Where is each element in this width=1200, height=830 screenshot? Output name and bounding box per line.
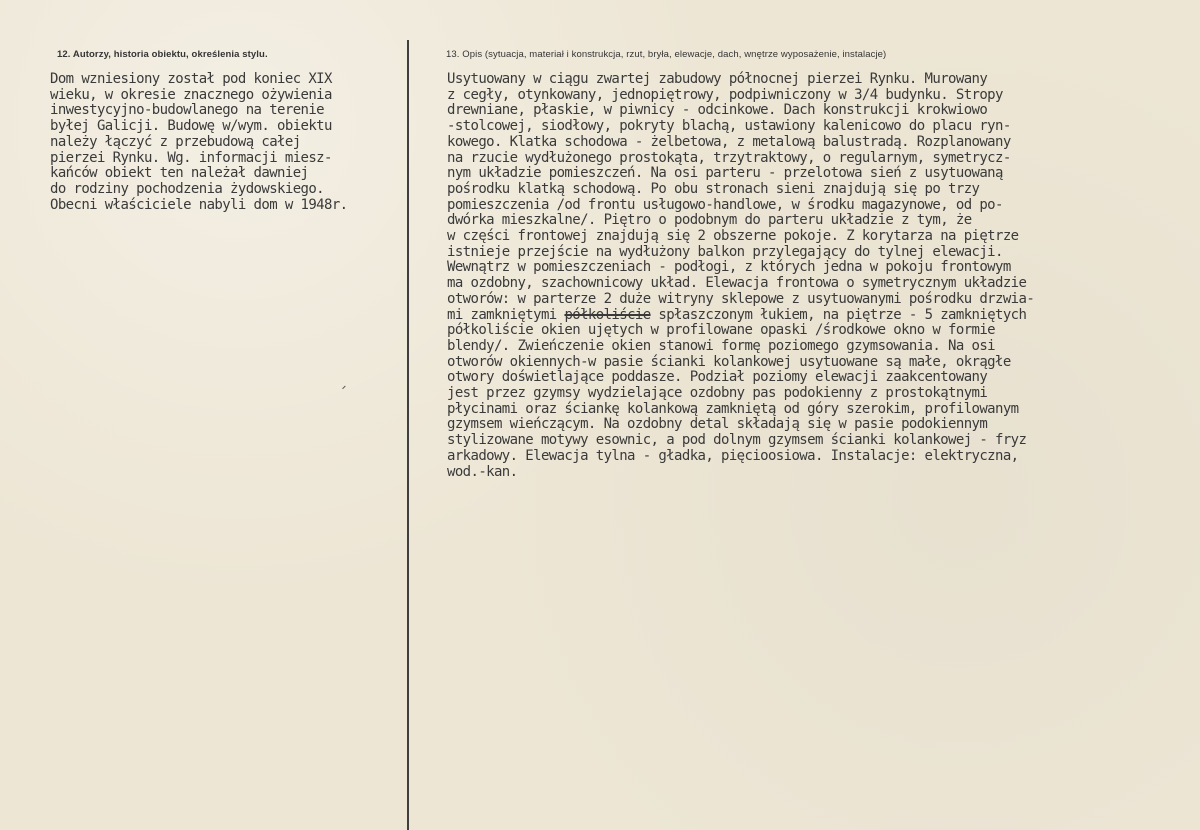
text-segment: mi zamkniętymi <box>447 306 565 323</box>
text-line: kowego. Klatka schodowa - żelbetowa, z metalową balustradą. Rozplanowany <box>447 133 1011 150</box>
section-13-text <box>447 72 1182 480</box>
text-line: do rodziny pochodzenia żydowskiego. <box>50 180 325 197</box>
text-line: pomieszczenia /od frontu usługowo-handlowe, w środku magazynowe, od po- <box>447 196 1003 213</box>
text-line: arkadowy. Elewacja tylna - gładka, pięcioosiowa. Instalacje: elektryczna, <box>447 447 1019 464</box>
text-line: blendy/. Zwieńczenie okien stanowi formę poziomego gzymsowania. Na osi <box>447 337 996 354</box>
text-line: ma ozdobny, szachownicowy układ. Elewacja frontowa o symetrycznym układzie <box>447 275 1027 292</box>
text-line <box>447 308 1182 324</box>
text-line: należy łączyć z przebudową całej <box>50 133 301 150</box>
pencil-mark <box>339 383 345 389</box>
text-line: pierzei Rynku. Wg. informacji miesz- <box>50 149 332 166</box>
text-line: na rzucie wydłużonego prostokąta, trzytraktowy, o regularnym, symetrycz- <box>447 149 1011 166</box>
text-line: w części frontowej znajdują się 2 obszerne pokoje. Z korytarza na piętrze <box>447 228 1019 245</box>
section-13-heading: 13. Opis (sytuacja, materiał i konstrukcja, rzut, bryła, elewacje, dach, wnętrze wyposażenie, instalacje) <box>446 49 887 60</box>
text-line: jest przez gzymsy wydzielające ozdobny pas podokienny z prostokątnymi <box>447 385 988 402</box>
text-segment: spłaszczonym łukiem, na piętrze - 5 zamkniętych <box>650 306 1027 323</box>
text-line: wieku, w okresie znacznego ożywienia <box>50 86 332 103</box>
section-12-heading: 12. Autorzy, historia obiektu, określenia stylu. <box>57 49 268 60</box>
text-line: Usytuowany w ciągu zwartej zabudowy północnej pierzei Rynku. Murowany <box>447 71 988 87</box>
section-12-text <box>50 72 410 213</box>
text-line: Wewnątrz w pomieszczeniach - podłogi, z których jedna w pokoju frontowym <box>447 259 1011 276</box>
text-line: Obecni właściciele nabyli dom w 1948r. <box>50 196 348 213</box>
text-line: nym układzie pomieszczeń. Na osi parteru - przelotowa sień z usytuowaną <box>447 165 1003 182</box>
text-line: Dom wzniesiony został pod koniec XIX <box>50 71 332 87</box>
text-line: stylizowane motywy esownic, a pod dolnym gzymsem ścianki kolankowej - fryz <box>447 432 1027 449</box>
text-line: wod.-kan. <box>447 463 518 480</box>
text-line: półkoliście okien ujętych w profilowane opaski /środkowe okno w formie <box>447 322 996 339</box>
text-line: drewniane, płaskie, w piwnicy - odcinkowe. Dach konstrukcji krokwiowo <box>447 102 988 119</box>
text-line: inwestycyjno-budowlanego na terenie <box>50 102 325 119</box>
text-line: gzymsem wieńczącym. Na ozdobny detal składają się w pasie podokiennym <box>447 416 988 433</box>
text-line: płycinami oraz ściankę kolankową zamkniętą od góry szerokim, profilowanym <box>447 400 1019 417</box>
text-line: otwory doświetlające poddasze. Podział poziomy elewacji zaakcentowany <box>447 369 988 386</box>
text-line: otworów okiennych-w pasie ścianki kolankowej usytuowane są małe, okrągłe <box>447 353 1011 370</box>
text-line: byłej Galicji. Budowę w/wym. obiektu <box>50 118 332 135</box>
text-line: dwórka mieszkalne/. Piętro o podobnym do parteru układzie z tym, że <box>447 212 972 229</box>
struck-word: półkoliście <box>564 306 651 323</box>
text-line: z cegły, otynkowany, jednopiętrowy, podpiwniczony w 3/4 budynku. Stropy <box>447 86 1003 103</box>
text-line: kańców obiekt ten należał dawniej <box>50 165 309 182</box>
text-line: pośrodku klatką schodową. Po obu stronach sieni znajdują się po trzy <box>447 180 980 197</box>
text-line: istnieje przejście na wydłużony balkon przylegający do tylnej elewacji. <box>447 243 1003 260</box>
text-line: -stolcowej, siodłowy, pokryty blachą, ustawiony kalenicowo do placu ryn- <box>447 118 1011 135</box>
text-line: otworów: w parterze 2 duże witryny sklepowe z usytuowanymi pośrodku drzwia- <box>447 290 1035 307</box>
